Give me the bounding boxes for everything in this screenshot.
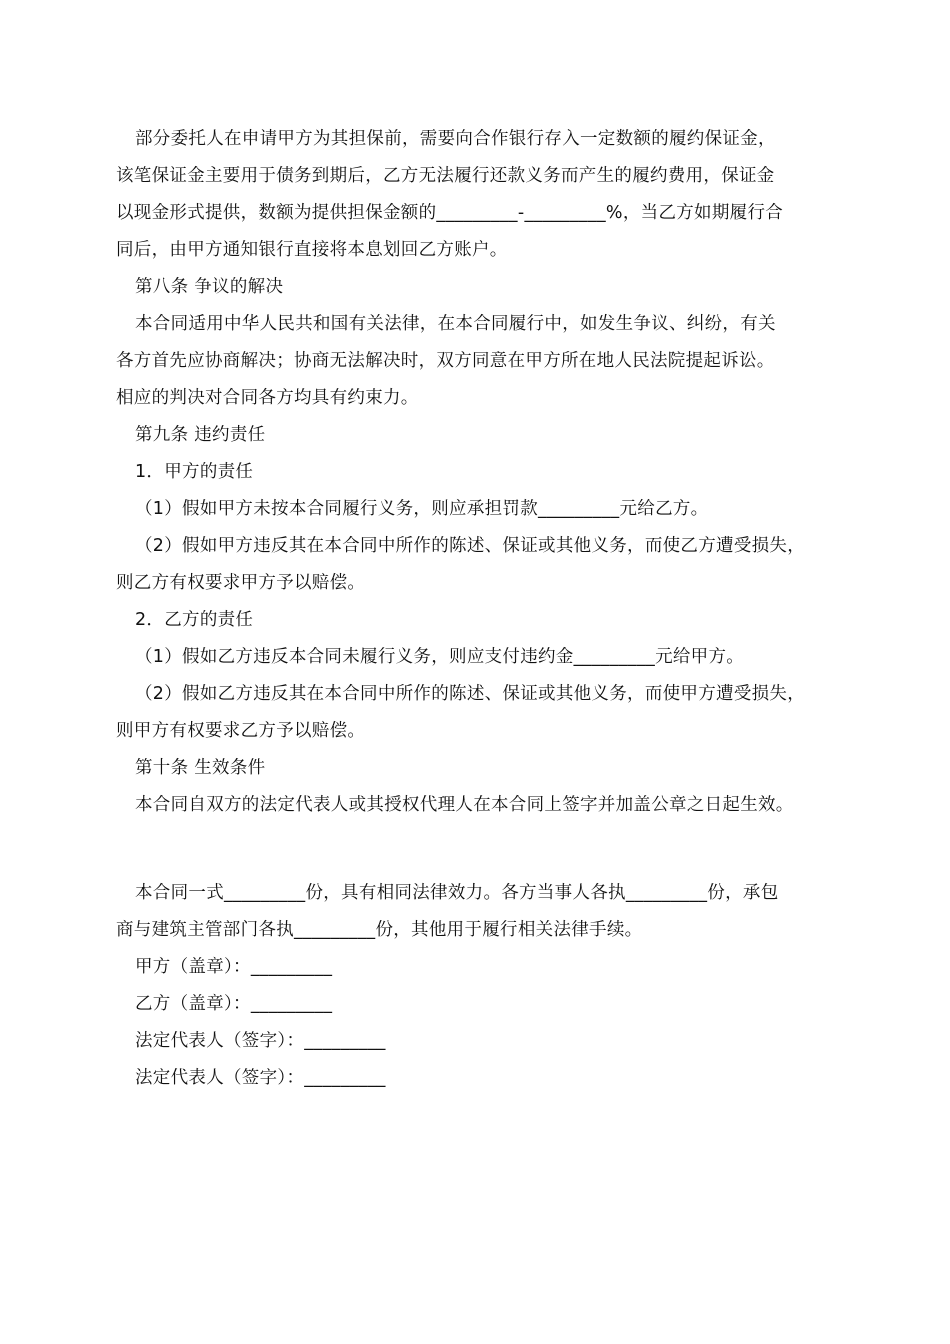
paragraph-line: 本合同自双方的法定代表人或其授权代理人在本合同上签字并加盖公章之日起生效。 [135,795,794,815]
paragraph-line: 该笔保证金主要用于债务到期后，乙方无法履行还款义务而产生的履约费用，保证金 [116,166,775,186]
paragraph-line: 本合同一式_________份，具有相同法律效力。各方当事人各执_________份，承包 [135,883,779,903]
paragraph-line: 同后，由甲方通知银行直接将本息划回乙方账户。 [116,240,508,260]
section-heading-article-9: 第九条 违约责任 [135,425,266,445]
paragraph-line: 各方首先应协商解决；协商无法解决时，双方同意在甲方所在地人民法院提起诉讼。 [116,351,775,371]
signature-party-b-seal: 乙方（盖章）：_________ [135,994,333,1014]
clause-line: （1）假如甲方未按本合同履行义务，则应承担罚款_________元给乙方。 [135,499,709,519]
paragraph-line: 以现金形式提供，数额为提供担保金额的_________-_________%，当乙方如期履行合 [116,203,784,223]
document-body [116,121,851,1097]
section-heading-article-8: 第八条 争议的解决 [135,277,284,297]
clause-line: （2）假如甲方违反其在本合同中所作的陈述、保证或其他义务，而使乙方遭受损失， [135,536,806,556]
paragraph-line: 商与建筑主管部门各执_________份，其他用于履行相关法律手续。 [116,920,643,940]
signature-legal-rep-2: 法定代表人（签字）：_________ [135,1068,386,1088]
clause-line: 则甲方有权要求乙方予以赔偿。 [116,721,366,741]
subsection-heading-party-a: 1．甲方的责任 [135,462,254,482]
paragraph-line: 本合同适用中华人民共和国有关法律，在本合同履行中，如发生争议、纠纷，有关 [135,314,776,334]
signature-legal-rep-1: 法定代表人（签字）：_________ [135,1031,386,1051]
clause-line: 则乙方有权要求甲方予以赔偿。 [116,573,366,593]
paragraph-line: 相应的判决对合同各方均具有约束力。 [116,388,419,408]
section-heading-article-10: 第十条 生效条件 [135,758,266,778]
paragraph-line: 部分委托人在申请甲方为其担保前，需要向合作银行存入一定数额的履约保证金， [135,129,776,149]
paragraph-gap [116,824,851,875]
clause-line: （2）假如乙方违反其在本合同中所作的陈述、保证或其他义务，而使甲方遭受损失， [135,684,806,704]
clause-line: （1）假如乙方违反本合同未履行义务，则应支付违约金_________元给甲方。 [135,647,745,667]
subsection-heading-party-b: 2．乙方的责任 [135,610,254,630]
signature-party-a-seal: 甲方（盖章）：_________ [135,957,333,977]
